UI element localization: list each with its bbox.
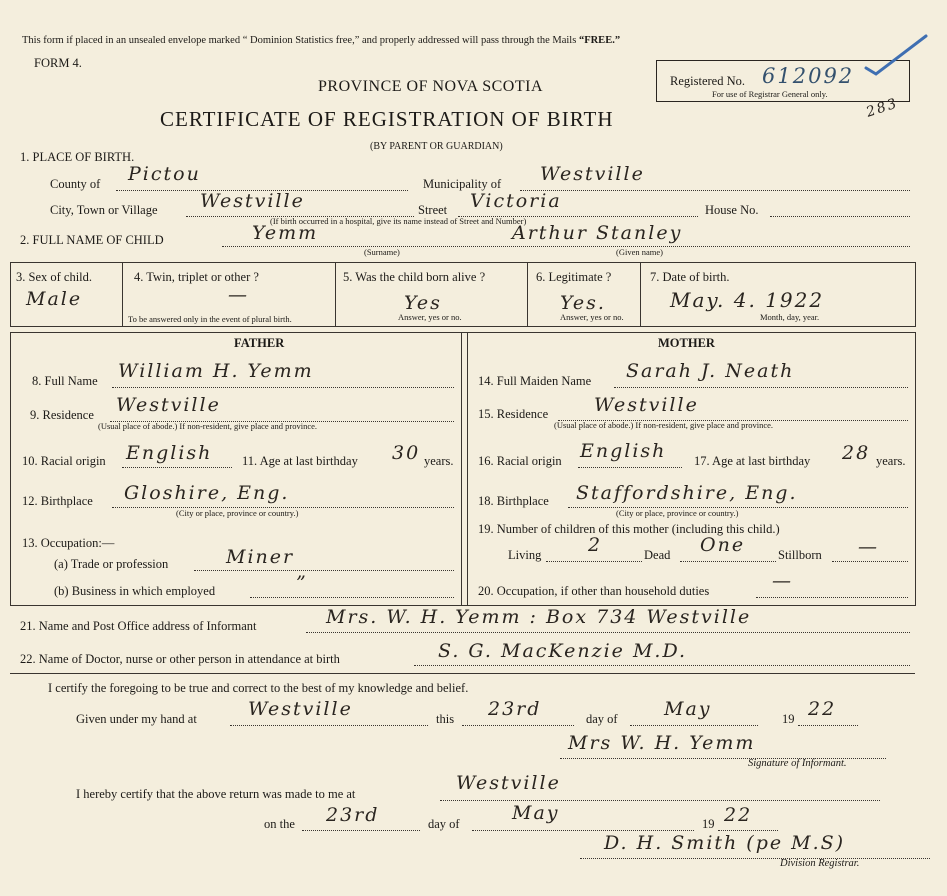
informant-label: 21. Name and Post Office address of Informant [20,619,257,633]
registered-label: Registered No. [670,74,745,88]
registrar-place-value: Westville [456,772,561,794]
mother-residence-note: (Usual place of abode.) If non-resident, give place and province. [554,420,774,430]
business-value: ” [296,572,308,594]
sex-label: 3. Sex of child. [16,270,93,284]
house-label: House No. [705,203,759,217]
mother-residence-label: 15. Residence [478,407,549,421]
father-residence-value: Westville [116,394,221,416]
mother-heading: MOTHER [658,336,715,350]
legitimate-label: 6. Legitimate ? [536,270,612,284]
hospital-note: (If birth occurred in a hospital, give its name instead of Street and Number) [270,216,527,226]
registrar-signature: D. H. Smith (pe M.S) [604,832,846,854]
father-age-label: 11. Age at last birthday [242,454,358,468]
informant-value: Mrs. W. H. Yemm : Box 734 Westville [326,606,752,628]
father-heading: FATHER [234,336,285,350]
given-year-prefix: 19 [782,712,795,726]
living-value: 2 [588,534,603,556]
surname-note: (Surname) [364,247,400,257]
postal-notice [22,35,620,46]
city-label: City, Town or Village [50,203,158,217]
stillborn-value: — [858,536,879,558]
trade-label: (a) Trade or profession [54,557,169,571]
dead-value: One [700,534,746,556]
stillborn-label: Stillborn [778,548,822,562]
registrar-signature-label: Division Registrar. [780,858,860,869]
registered-number: 612092 [762,64,855,88]
certify-text: I certify the foregoing to be true and correct to the best of my knowledge and belief. [48,681,469,695]
father-birthplace-value: Gloshire, Eng. [124,482,290,504]
child-surname: Yemm [252,222,319,244]
mother-birthplace-note: (City or place, province or country.) [616,508,739,518]
registrar-text: I hereby certify that the above return was made to me at [76,787,356,801]
given-name-note: (Given name) [616,247,663,257]
informant-signature-label: Signature of Informant. [748,758,847,769]
registrar-day-of-label: day of [428,817,460,831]
certificate-subtitle: (BY PARENT OR GUARDIAN) [370,141,503,152]
date-note: Month, day, year. [760,312,820,322]
this-label: this [436,712,455,726]
date-value: May. 4. 1922 [670,288,825,312]
mother-age-label: 17. Age at last birthday [694,454,811,468]
alive-label: 5. Was the child born alive ? [343,270,486,284]
place-of-birth-label: 1. PLACE OF BIRTH. [20,150,135,164]
registrar-year-prefix: 19 [702,817,715,831]
mother-age-unit: years. [876,454,906,468]
alive-note: Answer, yes or no. [398,312,462,322]
form-number: FORM 4. [34,56,82,70]
mother-name-label: 14. Full Maiden Name [478,374,592,388]
county-label: County of [50,177,101,191]
mother-racial-value: English [580,440,667,462]
business-label: (b) Business in which employed [54,584,216,598]
dead-label: Dead [644,548,671,562]
informant-signature: Mrs W. H. Yemm [568,732,756,754]
father-age-unit: years. [424,454,454,468]
mother-occupation-value: — [772,570,793,592]
father-age-value: 30 [392,442,421,464]
province-heading: PROVINCE OF NOVA SCOTIA [318,78,544,95]
postal-notice-text: This form if placed in an unsealed envelope marked “ Dominion Statistics free,” and properly addressed will pass through the Mails [22,35,579,46]
municipality-value: Westville [540,163,645,185]
mother-birthplace-value: Staffordshire, Eng. [576,482,798,504]
margin-mark: 283 [864,95,901,121]
street-label: Street [418,203,448,217]
father-name-label: 8. Full Name [32,374,98,388]
sex-value: Male [26,288,83,310]
doctor-label: 22. Name of Doctor, nurse or other person in attendance at birth [20,652,340,666]
father-name-value: William H. Yemm [118,360,314,382]
legitimate-note: Answer, yes or no. [560,312,624,322]
given-day-of-label: day of [586,712,618,726]
child-name-label: 2. FULL NAME OF CHILD [20,233,164,247]
certificate-title: CERTIFICATE OF REGISTRATION OF BIRTH [160,107,614,131]
check-mark [862,32,932,78]
registrar-year-value: 22 [724,804,753,826]
city-value: Westville [200,190,305,212]
registrar-month-value: May [512,802,560,824]
mother-racial-label: 16. Racial origin [478,454,562,468]
living-label: Living [508,548,542,562]
date-label: 7. Date of birth. [650,270,730,284]
county-value: Pictou [128,163,201,185]
occupation-label: 13. Occupation:— [22,536,115,550]
children-label: 19. Number of children of this mother (including this child.) [478,522,780,536]
mother-birthplace-label: 18. Birthplace [478,494,549,508]
mother-occupation-label: 20. Occupation, if other than household duties [478,584,710,598]
municipality-label: Municipality of [423,177,502,191]
father-residence-label: 9. Residence [30,408,94,422]
father-racial-value: English [126,442,213,464]
street-value: Victoria [470,190,562,212]
trade-value: Miner [226,546,295,568]
free-label: “FREE.” [578,35,621,46]
father-racial-label: 10. Racial origin [22,454,106,468]
mother-age-value: 28 [842,442,871,464]
given-day-value: 23rd [488,698,542,720]
given-place-value: Westville [248,698,353,720]
given-month-value: May [664,698,712,720]
mother-name-value: Sarah J. Neath [626,360,795,382]
father-birthplace-note: (City or place, province or country.) [176,508,299,518]
father-birthplace-label: 12. Birthplace [22,494,93,508]
registrar-day-value: 23rd [326,804,380,826]
twin-label: 4. Twin, triplet or other ? [134,270,259,284]
legitimate-value: Yes. [560,292,606,314]
child-given-name: Arthur Stanley [512,222,683,244]
father-residence-note: (Usual place of abode.) If non-resident, give place and province. [98,421,318,431]
twin-value: — [228,284,249,306]
given-year-value: 22 [808,698,837,720]
registrar-note: For use of Registrar General only. [712,89,828,99]
alive-value: Yes [404,292,442,314]
twin-note: To be answered only in the event of plural birth. [128,314,292,324]
on-the-label: on the [264,817,295,831]
given-under-label: Given under my hand at [76,712,197,726]
doctor-value: S. G. MacKenzie M.D. [438,640,688,662]
mother-residence-value: Westville [594,394,699,416]
